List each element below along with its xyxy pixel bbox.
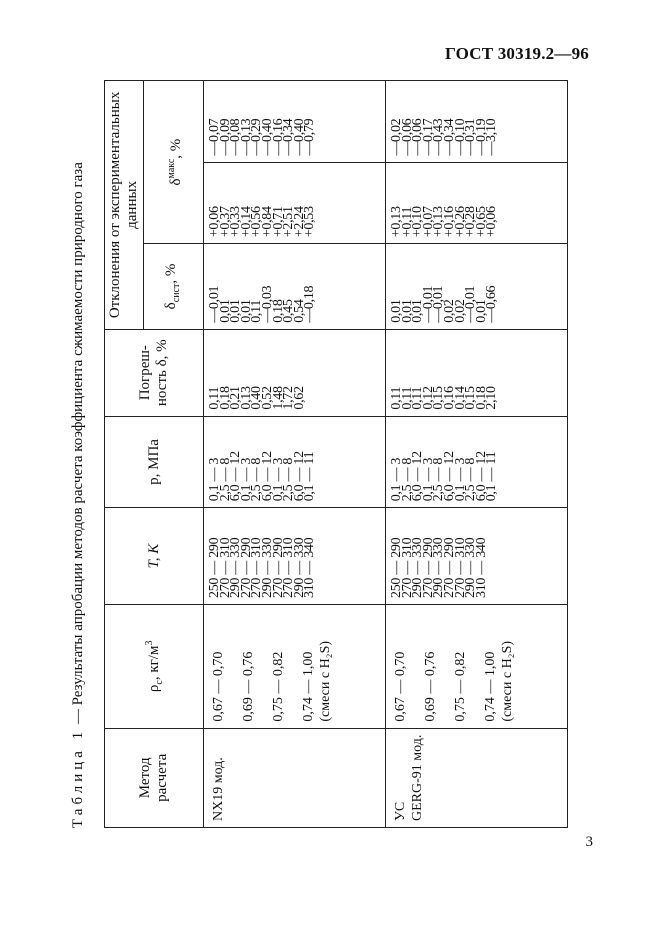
error-value: 1,48 [270, 386, 286, 410]
method-name: NX19 мод. [211, 757, 226, 821]
delta-sist-value: —0,01 [463, 285, 479, 323]
delta-max-value: +0,71 [270, 206, 286, 238]
temperature-value: 270 — 310 [452, 537, 468, 598]
temperature-value: 290 — 330 [228, 537, 244, 598]
delta-sist-value: 0,01 [410, 299, 426, 323]
delta-max-value: +0,10 [410, 206, 426, 238]
delta-max-neg-value: —0,09 [217, 118, 233, 156]
temperature-value: 290 — 330 [291, 537, 307, 598]
delta-max-value: +0,56 [249, 206, 265, 238]
delta-max-neg-value: —0,10 [452, 118, 468, 156]
error-value: 0,18 [217, 386, 233, 410]
delta-max-sup: макс [165, 158, 177, 179]
temperature-value: 250 — 290 [389, 537, 404, 598]
delta-sist-value: 0,01 [473, 299, 489, 323]
delta-max-value: +0,16 [441, 206, 457, 238]
delta-sist-value: 0,02 [441, 299, 457, 323]
temperature-value: 270 — 310 [399, 537, 415, 598]
delta-max-neg-value: —0,06 [399, 118, 415, 156]
delta-max-neg-value: —0,02 [389, 118, 404, 156]
error-value: 0,11 [399, 386, 415, 410]
delta-max-neg-value: —0,17 [420, 118, 436, 156]
spacer [257, 611, 270, 722]
error-value: 0,40 [249, 386, 265, 410]
pressure-cell [386, 416, 568, 508]
error-value: 0,16 [441, 386, 457, 410]
delta-max-value: +0,13 [389, 206, 404, 238]
delta-max-value: +0,07 [420, 206, 436, 238]
method-name: GERG-91 мод. [410, 734, 425, 821]
delta-max-neg-value: —3,10 [484, 118, 500, 156]
spacer [409, 611, 422, 722]
density-range: 0,75 — 0,82 [453, 651, 468, 722]
delta-max-unit: , % [167, 138, 184, 159]
error-value: 0,11 [207, 386, 222, 410]
temperature-value: 290 — 330 [259, 537, 275, 598]
delta-sist-value: —0,01 [420, 285, 436, 323]
density-range: 0,67 — 0,70 [211, 651, 226, 722]
temperature-value: 310 — 340 [302, 537, 318, 598]
delta-sist-value: —0,03 [259, 285, 275, 323]
temperature-cell [386, 508, 568, 605]
error-value: 0,13 [238, 386, 254, 410]
col-method: Метод расчета [105, 728, 204, 827]
delta-max-value: +0,53 [302, 206, 318, 238]
delta-sist-value: 0,01 [228, 299, 244, 323]
delta-sist-value: 0,54 [291, 299, 307, 323]
delta-sist-value: 0,01 [389, 299, 404, 323]
pressure-value: 2,5 — 8 [399, 457, 415, 502]
table-title: — Результаты апробации методов расчета коэффициента сжимаемости природного газа [70, 162, 86, 725]
error-value: 1,72 [281, 386, 297, 410]
rho-symbol: ρ [145, 684, 162, 693]
delta-sist-value: —0,18 [302, 285, 318, 323]
delta-max-value: +0,14 [238, 206, 254, 238]
method-cell [204, 728, 386, 827]
col-delta-max [144, 81, 204, 244]
table-row [386, 81, 568, 828]
delta-max-symbol: δ [167, 178, 184, 186]
delta-max-neg-value: —0,06 [410, 118, 426, 156]
pressure-value: 6,0 — 12 [228, 451, 244, 502]
delta-max-neg-value: —0,07 [207, 118, 222, 156]
error-cell [204, 329, 386, 416]
delta-max-value: +0,26 [452, 206, 468, 238]
error-value: 0,15 [431, 386, 447, 410]
delta-sist-value: —0,01 [207, 285, 222, 323]
delta-max-value: +0,28 [463, 206, 479, 238]
temperature-value: 270 — 290 [270, 537, 286, 598]
pressure-value: 0,1 — 3 [389, 457, 404, 502]
delta-max-neg-value: —0,31 [463, 118, 479, 156]
delta-max-value: +0,33 [228, 206, 244, 238]
delta-sist-value: 0,18 [270, 299, 286, 323]
delta-max-neg-value: —0,13 [238, 118, 254, 156]
page-number: 3 [585, 834, 593, 850]
delta-max-neg-value: —0,29 [249, 118, 265, 156]
error-value: 0,12 [420, 386, 436, 410]
delta-max-value: +0,06 [484, 206, 500, 238]
col-delta-sist [144, 244, 204, 330]
delta-max-value: +0,13 [431, 206, 447, 238]
delta-sist-value: 0,45 [281, 299, 297, 323]
error-value: 0,14 [452, 386, 468, 410]
col-density [105, 605, 204, 729]
temperature-cell [204, 508, 386, 605]
delta-sist-cell [204, 244, 386, 330]
delta-max-pos-cell [204, 162, 386, 244]
delta-sist-value: —0,66 [484, 285, 500, 323]
pressure-value: 6,0 — 12 [259, 451, 275, 502]
pressure-value: 2,5 — 8 [463, 457, 479, 502]
temperature-value: 270 — 310 [217, 537, 233, 598]
delta-sist-symbol: δ [162, 302, 179, 310]
pressure-value: 6,0 — 12 [441, 451, 457, 502]
error-value: 0,18 [473, 386, 489, 410]
col-temperature: T, K [105, 508, 204, 605]
rho-sup: 3 [143, 640, 155, 646]
pressure-value: 0,1 — 3 [420, 457, 436, 502]
delta-max-value: +0,65 [473, 206, 489, 238]
pressure-value: 0,1 — 11 [302, 451, 318, 502]
density-cell [204, 605, 386, 729]
delta-max-value: +0,84 [259, 206, 275, 238]
table-caption [70, 80, 87, 828]
delta-max-neg-value: —0,79 [302, 118, 318, 156]
delta-max-neg-value: —0,40 [291, 118, 307, 156]
error-value: 0,15 [463, 386, 479, 410]
delta-max-value: +0,37 [217, 206, 233, 238]
pressure-value: 0,1 — 3 [238, 457, 254, 502]
pressure-value: 2,5 — 8 [249, 457, 265, 502]
pressure-cell [204, 416, 386, 508]
error-line1: Погреш- [137, 345, 153, 401]
delta-max-value: +0,11 [399, 206, 415, 238]
delta-max-value: +2,51 [281, 206, 297, 238]
error-value: 0,62 [291, 386, 307, 410]
error-value: 2,10 [484, 386, 500, 410]
rho-unit: , кг/м [145, 645, 162, 681]
pressure-value: 6,0 — 12 [291, 451, 307, 502]
delta-max-neg-value: —0,08 [228, 118, 244, 156]
delta-max-neg-value: —0,34 [281, 118, 297, 156]
delta-max-neg-cell [204, 81, 386, 163]
spacer [287, 611, 300, 722]
density-range: 0,69 — 0,76 [241, 651, 256, 722]
delta-sist-value: 0,01 [217, 299, 233, 323]
pressure-value: 2,5 — 8 [217, 457, 233, 502]
error-cell [386, 329, 568, 416]
delta-max-pos-cell [386, 162, 568, 244]
pressure-value: 0,1 — 3 [207, 457, 222, 502]
density-range: 0,75 — 0,82 [271, 651, 286, 722]
error-line2: ность δ, % [154, 339, 170, 407]
temperature-value: 250 — 290 [207, 537, 222, 598]
col-pressure: p, МПа [105, 416, 204, 508]
density-note: (смеси с H₂S) [318, 640, 333, 722]
delta-sist-value: 0,11 [249, 299, 265, 323]
pressure-value: 2,5 — 8 [431, 457, 447, 502]
rho-sub: c [153, 680, 165, 685]
delta-sist-unit: , % [162, 263, 179, 284]
pressure-value: 0,1 — 11 [484, 451, 500, 502]
temperature-value: 310 — 340 [473, 537, 489, 598]
density-range: 0,67 — 0,70 [393, 651, 408, 722]
spacer [227, 611, 240, 722]
delta-max-neg-value: —0,40 [259, 118, 275, 156]
density-cell [386, 605, 568, 729]
standard-number: ГОСТ 30319.2—96 [445, 44, 589, 63]
delta-max-value: +2,24 [291, 206, 307, 238]
method-name: УС [393, 801, 408, 821]
density-range: 0,74 — 1,00 [483, 651, 498, 722]
pressure-value: 6,0 — 12 [473, 451, 489, 502]
delta-sist-cell [386, 244, 568, 330]
delta-max-value: +0,06 [207, 206, 222, 238]
delta-sist-value: 0,02 [452, 299, 468, 323]
temperature-value: 290 — 330 [410, 537, 426, 598]
table-label: Таблица 1 [70, 727, 86, 828]
delta-sist-value: —0,01 [431, 285, 447, 323]
rotated-table-block [70, 80, 590, 828]
spacer [439, 611, 452, 722]
error-value: 0,52 [259, 386, 275, 410]
temperature-value: 270 — 310 [281, 537, 297, 598]
density-range: 0,74 — 1,00 [301, 651, 316, 722]
temperature-value: 270 — 290 [420, 537, 436, 598]
density-range: 0,69 — 0,76 [423, 651, 438, 722]
delta-sist-value: 0,01 [238, 299, 254, 323]
error-value: 0,11 [389, 386, 404, 410]
delta-max-neg-value: —0,19 [473, 118, 489, 156]
pressure-value: 0,1 — 3 [270, 457, 286, 502]
table-row [204, 81, 386, 828]
delta-max-neg-value: —0,34 [441, 118, 457, 156]
delta-max-neg-value: —0,43 [431, 118, 447, 156]
temperature-value: 270 — 310 [249, 537, 265, 598]
temperature-value: 270 — 290 [238, 537, 254, 598]
pressure-value: 0,1 — 3 [452, 457, 468, 502]
temperature-value: 290 — 330 [431, 537, 447, 598]
temperature-value: 290 — 330 [463, 537, 479, 598]
delta-max-neg-value: —0,16 [270, 118, 286, 156]
delta-max-neg-cell [386, 81, 568, 163]
pressure-value: 6,0 — 12 [410, 451, 426, 502]
error-value: 0,21 [228, 386, 244, 410]
pressure-value: 2,5 — 8 [281, 457, 297, 502]
col-deviation-group: Отклонения от экспериментальных данных [105, 81, 144, 330]
error-value: 0,11 [410, 386, 426, 410]
results-table [104, 80, 568, 828]
density-note: (смеси с H₂S) [500, 640, 515, 722]
delta-sist-value: 0,01 [399, 299, 415, 323]
temperature-value: 270 — 290 [441, 537, 457, 598]
delta-sist-sub: сист [170, 283, 182, 303]
col-error [105, 329, 204, 416]
method-cell [386, 728, 568, 827]
spacer [469, 611, 482, 722]
